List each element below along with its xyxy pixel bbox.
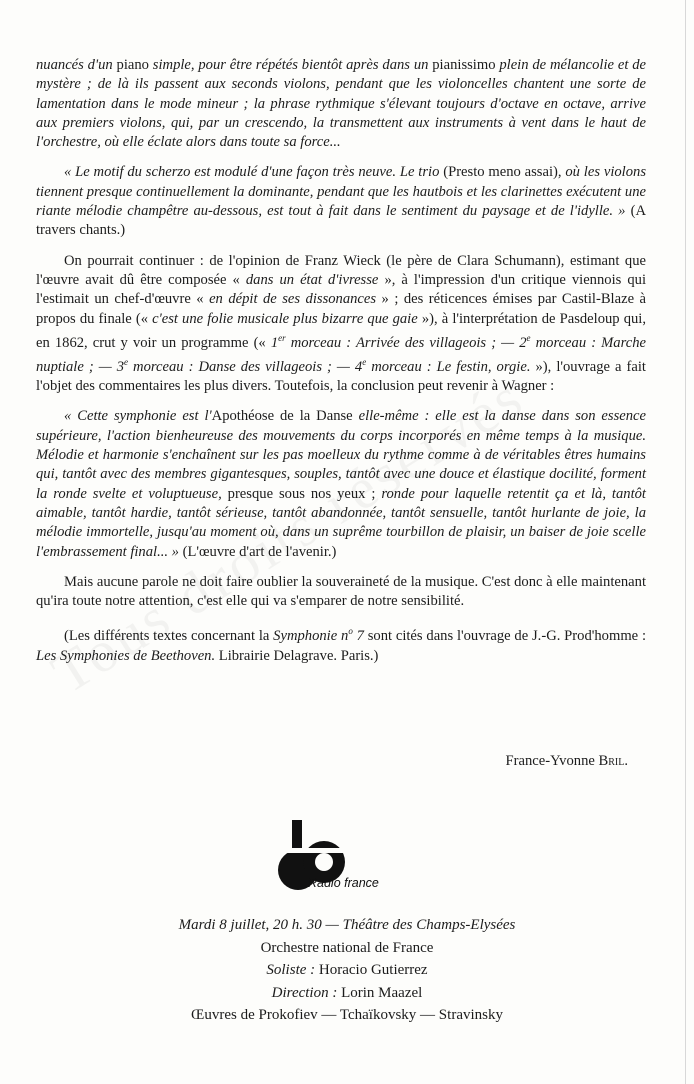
text-run: er [278, 332, 286, 343]
text-run: presque sous nos yeux ; [221, 485, 382, 502]
text-run: 1 [270, 334, 279, 351]
text-run: morceau : Marche nuptiale ; — 3 [36, 334, 646, 375]
paragraph-5 [36, 573, 646, 612]
text-run: « Cette symphonie est l' [64, 408, 212, 425]
paragraph-4 [36, 407, 646, 561]
text-run: (Presto meno assai), [439, 164, 566, 181]
soloist-label: Soliste : [266, 962, 316, 978]
logo-right-hole [315, 853, 333, 871]
paragraph-6 [36, 622, 646, 665]
soloist-name: Horacio Gutierrez [318, 962, 428, 978]
text-run: On pourrait continuer : de l'opinion de Franz Wieck (le père de Clara Schumann), estimant que l'œuvre avait dû être composée « [36, 252, 646, 288]
concert-announcement [36, 914, 658, 1027]
text-run: dans un état d'ivresse [245, 271, 379, 288]
text-run: en dépit de ses dissonances [209, 291, 377, 308]
radio-france-logo-text: Radio france [308, 876, 379, 890]
text-run: (L'œuvre d'art de l'avenir.) [178, 543, 337, 560]
text-run: e [362, 357, 367, 368]
orchestra-name: Orchestre national de France [260, 939, 434, 956]
text-run: », à l'impression d'un critique viennois qui l'estimait un chef-d'œuvre « [36, 271, 646, 308]
conductor-name: Lorin Maazel [341, 984, 423, 1001]
text-run: piano [112, 57, 153, 73]
text-run: (Les différents textes concernant la [64, 628, 274, 645]
paragraph-2 [36, 163, 646, 240]
text-run: Mais aucune parole ne doit faire oublier la souveraineté de la musique. C'est donc à elle maintenant qu'ira toute notre attention, c'est elle qui va s'emparer de notre sensibilité. [36, 573, 646, 610]
text-run: o [348, 626, 353, 637]
text-run: nuancés d'un [36, 57, 113, 73]
text-run: simple, pour être répétés bientôt après dans un [152, 57, 429, 73]
text-run: où les violons tiennent presque continuellement la dominante, pendant que les hautbois et les clarinettes exécutent une riante mélodie champêtre au-dessous, est tout à fait dans le sentiment du paysage et de l'idylle. » [36, 164, 646, 220]
text-run: morceau : Arrivée des villageois ; — 2 [285, 334, 527, 351]
signature [36, 753, 628, 770]
logo-cut [278, 848, 348, 853]
paragraph-3 [36, 252, 646, 397]
text-run: Symphonie n [273, 628, 349, 645]
text-run: e [526, 332, 531, 343]
works-list: Œuvres de Prokofiev — Tchaïkovsky — Stravinsky [191, 1007, 503, 1023]
text-run: ronde pour laquelle retentit ça et là, tantôt aimable, tantôt hardie, tantôt sérieuse, tantôt abandonnée, tantôt sensuelle, tantôt hurlante de joie, la mélodie immortelle, jusqu'au moment où, dans un suprême tourbillon de plaisir, un baiser de joie scelle l'embrassement final... » [36, 485, 646, 560]
text-run: sont cités dans l'ouvrage de J.-G. Prod'homme : [363, 628, 647, 645]
text-run: elle-même : elle est la danse dans son essence supérieure, l'action bienheureuse des mouvements du corps incorporés en même temps à la musique. Mélodie et harmonie s'enchaînent sur les pas moelleux du rythme comme à de véritables êtres humains qui, tantôt avec des membres gigantesques, souples, tantôt avec une douce et élastique docilité, forment la ronde svelte et voluptueuse, [36, 408, 647, 502]
text-run: pianissimo [428, 57, 500, 73]
text-run: Librairie Delagrave. Paris.) [215, 647, 379, 664]
text-run: »), l'ouvrage a fait l'objet des commentaires les plus divers. Toutefois, la conclusion peut revenir à Wagner : [36, 358, 646, 395]
text-run: morceau : Le festin, orgie. [366, 358, 531, 375]
signature-first-name: France-Yvonne [505, 753, 599, 769]
text-run: »), à l'interprétation de Pasdeloup qui, en 1862, crut y voir un programme (« [36, 310, 646, 351]
text-run: c'est une folie musicale plus bizarre que gaie [152, 310, 418, 327]
body-text [36, 56, 646, 677]
text-run: « Le motif du scherzo est modulé d'une façon très neuve. Le trio [64, 164, 440, 181]
text-run: morceau : Danse des villageois ; — 4 [128, 358, 363, 375]
text-run: » ; des réticences émises par Castil-Blaze à propos du finale (« [36, 291, 646, 327]
text-run: Apothéose de la Danse [211, 408, 359, 425]
text-run: e [124, 357, 129, 368]
text-run: Les Symphonies de Beethoven. [36, 647, 216, 664]
text-run: plein de mélancolie et de mystère ; de là ils passent aux seconds violons, pendant que les violoncelles chantent une sorte de lamentation dans le mode mineur ; la phrase rythmique s'élevant toujours d'octave en octave, arrive aux premiers violons, qui, par un crescendo, la transmettent aux instruments à vent dans le haut de l'orchestre, où elle éclate alors dans toute sa force... [36, 57, 646, 151]
text-run: (A travers chants.) [36, 203, 646, 239]
page-edge [685, 0, 686, 1084]
signature-last-name: Bril. [598, 753, 628, 769]
paragraph-1 [36, 56, 646, 152]
concert-date: Mardi 8 juillet, 20 h. 30 — Théâtre des Champs-Elysées [178, 917, 516, 933]
direction-label: Direction : [271, 984, 338, 1001]
text-run: 7 [352, 628, 364, 645]
